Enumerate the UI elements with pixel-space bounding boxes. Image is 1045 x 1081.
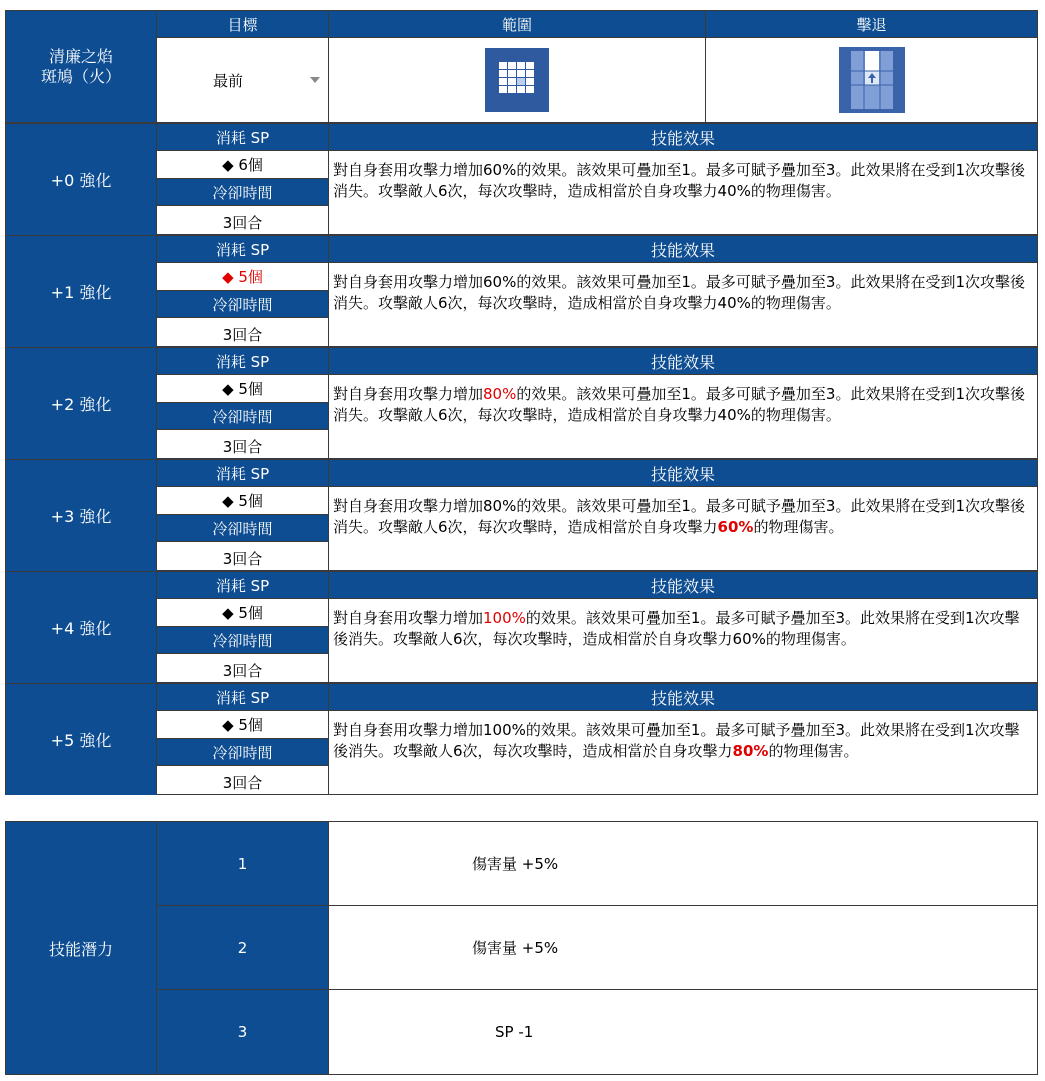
knockback-header: 擊退 (706, 11, 1037, 37)
effect-part-d: 60% (717, 518, 754, 536)
target-header: 目標 (157, 11, 328, 37)
potential-title: 技能潛力 (6, 822, 156, 1074)
grid-range-icon (485, 48, 549, 112)
cooldown-value: 3回合 (157, 430, 328, 458)
effect-part-c: 的效果。該效果可疊加至1。最多可賦予疊加至3。此效果將在受到1次攻擊後消失。攻擊敵人6次，每次攻擊時，造成相當於自身攻擊力 (333, 609, 1020, 648)
sp-cost-label: 消耗 SP (157, 684, 328, 710)
skill-effect-text (329, 711, 1037, 794)
skill-effect-text (329, 599, 1037, 682)
effect-part-e: 的物理傷害。 (750, 182, 841, 200)
knockback-arrow-icon (839, 47, 905, 113)
sp-cost-value: ◆ 5個 (157, 711, 328, 738)
effect-part-a: 對自身套用攻擊力增加 (333, 609, 484, 627)
effect-part-d: 80% (732, 742, 769, 760)
upgrade-level-cell: +4 強化 (6, 572, 156, 683)
effect-part-c: 的效果。該效果可疊加至1。最多可賦予疊加至3。此效果將在受到1次攻擊後消失。攻擊敵人6次，每次攻擊時，造成相當於自身攻擊力 (333, 273, 1025, 312)
skill-effect-text (329, 263, 1037, 346)
effect-part-e: 的物理傷害。 (750, 406, 841, 424)
effect-part-c: 的效果。該效果可疊加至1。最多可賦予疊加至3。此效果將在受到1次攻擊後消失。攻擊敵人6次，每次攻擊時，造成相當於自身攻擊力 (333, 497, 1025, 536)
skill-effect-label: 技能效果 (329, 348, 1037, 374)
cooldown-value: 3回合 (157, 318, 328, 346)
range-cell (329, 38, 705, 122)
target-value: 最前 (213, 71, 244, 90)
cooldown-value: 3回合 (157, 542, 328, 570)
effect-part-d: 40% (717, 406, 751, 424)
effect-part-a: 對自身套用攻擊力增加 (333, 273, 484, 291)
upgrade-level-cell: +2 強化 (6, 348, 156, 459)
effect-part-d: 40% (717, 294, 751, 312)
cooldown-label: 冷卻時間 (157, 515, 328, 541)
chevron-down-icon (310, 77, 320, 83)
sp-cost-label: 消耗 SP (157, 460, 328, 486)
effect-part-d: 40% (717, 182, 751, 200)
effect-part-e: 的物理傷害。 (750, 294, 841, 312)
sp-cost-value: ◆ 5個 (157, 599, 328, 626)
cooldown-value: 3回合 (157, 654, 328, 682)
cooldown-label: 冷卻時間 (157, 403, 328, 429)
potential-effect: 傷害量 +5% (329, 822, 1037, 905)
cooldown-label: 冷卻時間 (157, 739, 328, 765)
effect-part-b: 80% (483, 385, 517, 403)
effect-part-a: 對自身套用攻擊力增加 (333, 161, 484, 179)
effect-part-a: 對自身套用攻擊力增加 (333, 721, 484, 739)
potential-number: 2 (157, 906, 328, 989)
cooldown-label: 冷卻時間 (157, 179, 328, 205)
sp-cost-label: 消耗 SP (157, 348, 328, 374)
skill-effect-text (329, 375, 1037, 458)
upgrade-level-cell: +1 強化 (6, 236, 156, 347)
sp-cost-label: 消耗 SP (157, 236, 328, 262)
effect-part-e: 的物理傷害。 (753, 518, 844, 536)
effect-part-a: 對自身套用攻擊力增加 (333, 385, 484, 403)
cooldown-value: 3回合 (157, 206, 328, 234)
skill-effect-text (329, 151, 1037, 234)
effect-part-c: 的效果。該效果可疊加至1。最多可賦予疊加至3。此效果將在受到1次攻擊後消失。攻擊敵人6次，每次攻擊時，造成相當於自身攻擊力 (333, 161, 1025, 200)
effect-part-e: 的物理傷害。 (765, 630, 856, 648)
skill-effect-text (329, 487, 1037, 570)
upgrade-level-cell: +0 強化 (6, 124, 156, 235)
character-name-line1: 清廉之焰 (48, 46, 113, 66)
character-name-cell (6, 11, 156, 122)
effect-part-a: 對自身套用攻擊力增加 (333, 497, 484, 515)
effect-part-b: 60% (483, 161, 517, 179)
cooldown-label: 冷卻時間 (157, 627, 328, 653)
skill-effect-label: 技能效果 (329, 460, 1037, 486)
effect-part-d: 60% (732, 630, 766, 648)
target-dropdown[interactable] (157, 38, 328, 122)
effect-part-b: 60% (483, 273, 517, 291)
potential-number: 1 (157, 822, 328, 905)
potential-effect: 傷害量 +5% (329, 906, 1037, 989)
effect-part-c: 的效果。該效果可疊加至1。最多可賦予疊加至3。此效果將在受到1次攻擊後消失。攻擊敵人6次，每次攻擊時，造成相當於自身攻擊力 (333, 385, 1025, 424)
potential-effect: SP -1 (329, 990, 1037, 1074)
knockback-cell (706, 38, 1037, 122)
sp-cost-value: ◆ 6個 (157, 151, 328, 178)
sp-cost-label: 消耗 SP (157, 124, 328, 150)
sp-cost-value: ◆ 5個 (157, 375, 328, 402)
cooldown-label: 冷卻時間 (157, 291, 328, 317)
sp-cost-value: ◆ 5個 (157, 263, 328, 290)
skill-effect-label: 技能效果 (329, 236, 1037, 262)
skill-effect-label: 技能效果 (329, 684, 1037, 710)
effect-part-b: 80% (483, 497, 517, 515)
skill-effect-label: 技能效果 (329, 572, 1037, 598)
skill-effect-label: 技能效果 (329, 124, 1037, 150)
character-name-line2: 斑鳩（火） (40, 66, 121, 86)
effect-part-c: 的效果。該效果可疊加至1。最多可賦予疊加至3。此效果將在受到1次攻擊後消失。攻擊敵人6次，每次攻擊時，造成相當於自身攻擊力 (333, 721, 1020, 760)
sp-cost-label: 消耗 SP (157, 572, 328, 598)
sp-cost-value: ◆ 5個 (157, 487, 328, 514)
upgrade-level-cell: +3 強化 (6, 460, 156, 571)
upgrade-level-cell: +5 強化 (6, 684, 156, 795)
effect-part-e: 的物理傷害。 (768, 742, 859, 760)
effect-part-b: 100% (483, 609, 526, 627)
potential-number: 3 (157, 990, 328, 1074)
effect-part-b: 100% (483, 721, 526, 739)
range-header: 範圍 (329, 11, 705, 37)
cooldown-value: 3回合 (157, 766, 328, 794)
